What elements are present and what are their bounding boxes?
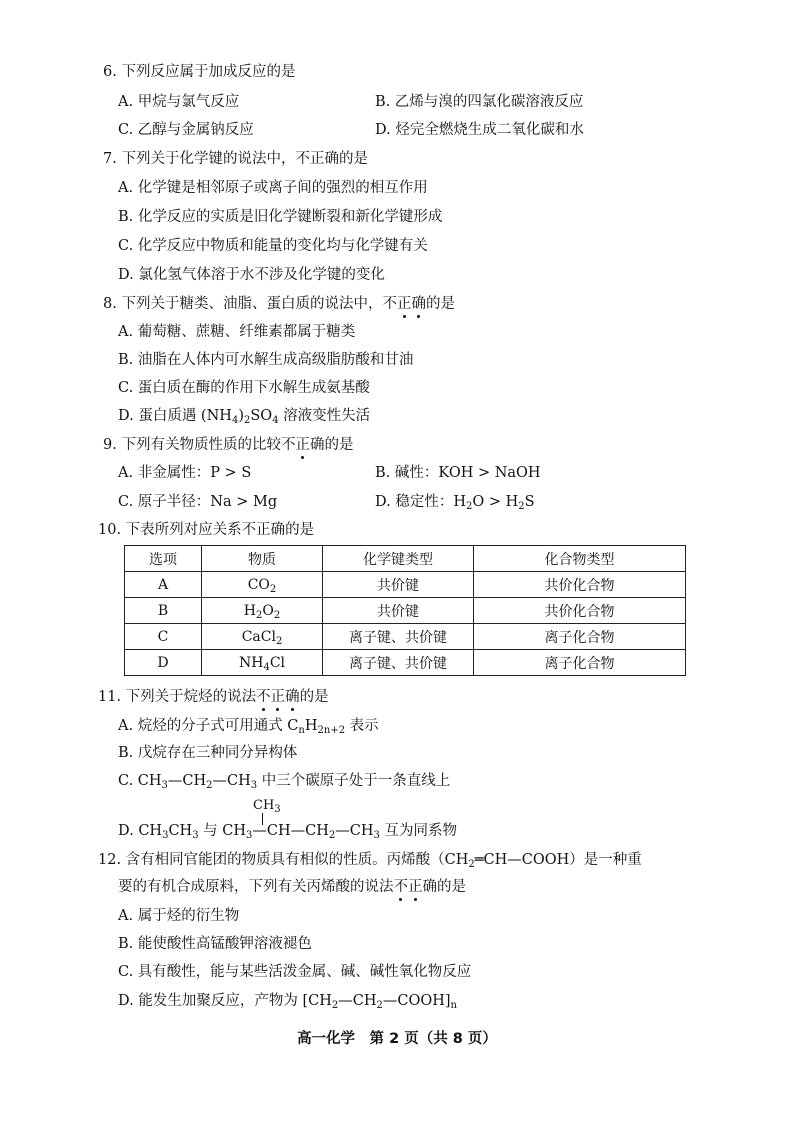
question-9-option-a: A. 非金属性：P > S bbox=[118, 465, 252, 481]
question-6-stem: 6. 下列反应属于加成反应的是 bbox=[103, 64, 296, 80]
question-6-option-a: A. 甲烷与氯气反应 bbox=[118, 94, 240, 110]
emphasis-dot: 不 bbox=[256, 689, 271, 705]
question-6-option-d: D. 烃完全燃烧生成二氧化碳和水 bbox=[375, 122, 584, 138]
question-6-option-b: B. 乙烯与溴的四氯化碳溶液反应 bbox=[375, 94, 584, 110]
question-6-option-c: C. 乙醇与金属钠反应 bbox=[118, 122, 254, 138]
question-12-stem-line2: 要的有机合成原料，下列有关丙烯酸的说法不正确的是 bbox=[118, 879, 466, 895]
table-cell-bond: 共价键 bbox=[323, 598, 474, 624]
table-cell-substance: $NH_4Cl$ bbox=[202, 650, 323, 676]
table-cell-type: 离子化合物 bbox=[474, 624, 686, 650]
table-cell-option: A bbox=[125, 572, 202, 598]
question-12-option-c: C. 具有酸性，能与某些活泼金属、碱、碱性氧化物反应 bbox=[118, 964, 472, 980]
question-7-stem: 7. 下列关于化学键的说法中，不正确的是 bbox=[103, 151, 368, 167]
question-9-option-c: C. 原子半径：Na > Mg bbox=[118, 494, 278, 510]
question-11-option-d: D. $CH_3CH_3$ 与 $CH_3—CH—CH_2—CH_3$ 互为同系物 bbox=[118, 823, 458, 841]
question-11-option-c: C. $CH_3—CH_2—CH_3$ 中三个碳原子处于一条直线上 bbox=[118, 773, 451, 791]
table-header-cell: 选项 bbox=[125, 546, 202, 572]
question-9-option-b: B. 碱性：KOH > NaOH bbox=[375, 465, 541, 481]
question-12-option-a: A. 属于烃的衍生物 bbox=[118, 908, 240, 924]
table-cell-option: D bbox=[125, 650, 202, 676]
table-cell-option: B bbox=[125, 598, 202, 624]
table-header-cell: 物质 bbox=[202, 546, 323, 572]
emphasis-dot: 确 bbox=[285, 689, 300, 705]
table-cell-type: 共价化合物 bbox=[474, 572, 686, 598]
table-header-cell: 化学键类型 bbox=[323, 546, 474, 572]
question-9-stem: 9. 下列有关物质性质的比较不正确的是 bbox=[103, 437, 354, 453]
question-8-option-c: C. 蛋白质在酶的作用下水解生成氨基酸 bbox=[118, 380, 370, 396]
methyl-branch-label: $CH_3$ bbox=[253, 798, 281, 815]
table-cell-bond: 离子键、共价键 bbox=[323, 650, 474, 676]
emphasis-dot: 正 bbox=[408, 879, 423, 895]
emphasis-dot: 正 bbox=[295, 437, 310, 453]
emphasis-dot: 确 bbox=[411, 296, 426, 312]
question-12-stem-line1: 12. 含有相同官能团的物质具有相似的性质。丙烯酸$(CH_2═CH—COOH)$是一种重 bbox=[98, 852, 642, 870]
table-row bbox=[125, 624, 686, 650]
table-cell-option: C bbox=[125, 624, 202, 650]
page-footer: 高一化学 第 2 页（共 8 页） bbox=[297, 1031, 497, 1047]
table-cell-type: 共价化合物 bbox=[474, 598, 686, 624]
table-cell-type: 离子化合物 bbox=[474, 650, 686, 676]
question-7-option-a: A. 化学键是相邻原子或离子间的强烈的相互作用 bbox=[118, 180, 428, 196]
table-row bbox=[125, 598, 686, 624]
answer-table bbox=[124, 545, 686, 676]
question-11-stem: 11. 下列关于烷烃的说法不正确的是 bbox=[98, 689, 329, 705]
table-cell-substance: $H_2O_2$ bbox=[202, 598, 323, 624]
table-cell-bond: 离子键、共价键 bbox=[323, 624, 474, 650]
question-7-option-b: B. 化学反应的实质是旧化学键断裂和新化学键形成 bbox=[118, 209, 443, 225]
question-10-stem: 10. 下表所列对应关系不正确的是 bbox=[98, 522, 315, 538]
question-8-stem: 8. 下列关于糖类、油脂、蛋白质的说法中，不正确的是 bbox=[103, 296, 455, 312]
table-header-row bbox=[125, 546, 686, 572]
question-8-option-b: B. 油脂在人体内可水解生成高级脂肪酸和甘油 bbox=[118, 352, 414, 368]
question-12-option-b: B. 能使酸性高锰酸钾溶液褪色 bbox=[118, 936, 312, 952]
question-8-option-d: D. 蛋白质遇 $(NH_4)_2SO_4$ 溶液变性失活 bbox=[118, 408, 371, 426]
emphasis-dot: 不 bbox=[393, 879, 408, 895]
question-11-option-a: A. 烷烃的分子式可用通式 $C_nH_{2n+2}$ 表示 bbox=[118, 718, 379, 736]
table-row bbox=[125, 572, 686, 598]
question-7-option-c: C. 化学反应中物质和能量的变化均与化学键有关 bbox=[118, 238, 428, 254]
emphasis-dot: 正 bbox=[396, 296, 412, 312]
table-cell-substance: CaCl$_2$ bbox=[202, 624, 323, 650]
question-8-option-a: A. 葡萄糖、蔗糖、纤维素都属于糖类 bbox=[118, 324, 356, 340]
emphasis-dot: 正 bbox=[270, 689, 286, 705]
table-row bbox=[125, 650, 686, 676]
table-cell-bond: 共价键 bbox=[323, 572, 474, 598]
table-cell-substance: $CO_2$ bbox=[202, 572, 323, 598]
table-header-cell: 化合物类型 bbox=[474, 546, 686, 572]
question-12-option-d: D. 能发生加聚反应，产物为 $[CH_2—CH_2—COOH]_n$ bbox=[118, 993, 457, 1011]
question-7-option-d: D. 氯化氢气体溶于水不涉及化学键的变化 bbox=[118, 267, 385, 283]
question-11-option-b: B. 戊烷存在三种同分异构体 bbox=[118, 745, 298, 761]
question-9-option-d: D. 稳定性：$H_2O > H_2S$ bbox=[375, 494, 535, 512]
